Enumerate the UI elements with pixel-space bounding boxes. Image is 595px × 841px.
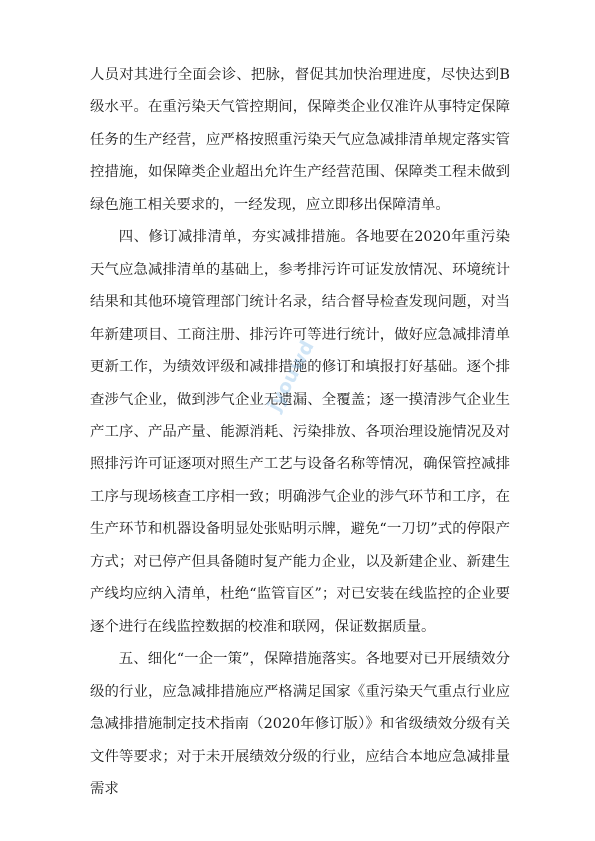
watermark-logo: jyouwd — [263, 337, 319, 416]
paragraph-continuation: 人员对其进行全面会诊、把脉，督促其加快治理进度，尽快达到B级水平。在重污染天气管控期间，保障类企业仅准许从事特定保障任务的生产经营，应严格按照重污染天气应急减排清单规定落实管控措施，如保障类企业超出允许生产经营范围、保障类工程未做到绿色施工相关要求的，一经发现，应立即移出保障清单。 — [90, 67, 510, 213]
paragraph-section-5: 五、细化“一企一策”，保障措施落实。各地要对已开展绩效分级的行业，应急减排措施应严格满足国家《重污染天气重点行业应急减排措施制定技术指南（2020年修订版）》和省级绩效分级有关文件等要求；对于未开展绩效分级的行业，应结合本地应急减排量需求 — [90, 651, 510, 797]
paragraph-section-4: 四、修订减排清单，夯实减排措施。各地要在2020年重污染天气应急减排清单的基础上，参考排污许可证发放情况、环境统计结果和其他环境管理部门统计名录，结合督导检查发现问题，对当年新建项目、工商注册、排污许可等进行统计，做好应急减排清单更新工作，为绩效评级和减排措施的修订和填报打好基础。逐个排查涉气企业，做到涉气企业无遗漏、全覆盖；逐一摸清涉气企业生产工序、产品产量、能源消耗、污染排放、各项治理设施情况及对照排污许可证逐项对照生产工艺与设备名称等情况，确保管控减排工序与现场核查工序相一致；明确涉气企业的涉气环节和工序，在生产环节和机器设备明显处张贴明示牌，避免“一刀切”式的停限产方式；对已停产但具备随时复产能力企业，以及新建企业、新建生产线均应纳入清单，杜绝“监管盲区”；对已安装在线监控的企业要逐个进行在线监控数据的校准和联网，保证数据质量。 — [90, 229, 510, 635]
document-body — [90, 59, 510, 805]
